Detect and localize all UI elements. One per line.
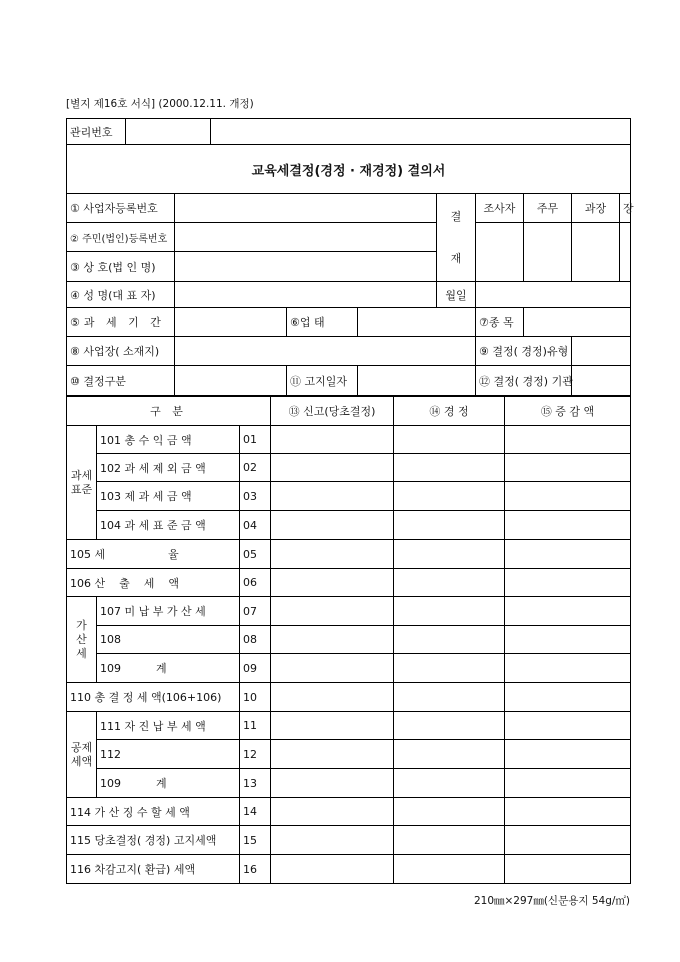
approval-label: 결 재 xyxy=(437,194,476,282)
paper-spec: 210㎜×297㎜(신문용지 54g/㎡) xyxy=(473,895,630,907)
row-label: 109 계 xyxy=(97,654,240,683)
role-section-chief: 과장 xyxy=(572,194,620,223)
decision-class-value[interactable] xyxy=(175,366,287,396)
amounts-table xyxy=(66,396,631,884)
row-code: 07 xyxy=(240,597,271,626)
decision-type-value[interactable] xyxy=(572,337,631,366)
cell-difference[interactable] xyxy=(505,454,631,482)
row-label: 104 과 세 표 준 금 액 xyxy=(97,511,240,540)
row-code: 05 xyxy=(240,540,271,569)
row-code: 11 xyxy=(240,712,271,740)
cell-difference[interactable] xyxy=(505,769,631,798)
cell-correction[interactable] xyxy=(394,454,505,482)
row-code: 09 xyxy=(240,654,271,683)
row-code: 10 xyxy=(240,683,271,712)
tax-period-value[interactable] xyxy=(175,308,287,337)
row-code: 06 xyxy=(240,569,271,597)
row-label: 111 자 진 납 부 세 액 xyxy=(97,712,240,740)
row-label: 115 당초결정( 경정) 고지세액 xyxy=(67,826,240,855)
cell-difference[interactable] xyxy=(505,855,631,884)
title-block xyxy=(66,118,631,194)
cell-difference[interactable] xyxy=(505,740,631,769)
cell-report[interactable] xyxy=(271,654,394,683)
form-title: 교육세결정(경정 · 재경정) 결의서 xyxy=(67,145,631,194)
tax-period-label: ⑤과 세 기 간 xyxy=(67,308,175,337)
form-reference: [별지 제16호 서식] (2000.12.11. 개정) xyxy=(66,98,254,110)
decision-agency-value[interactable] xyxy=(572,366,631,396)
row-code: 15 xyxy=(240,826,271,855)
role-head: 장 xyxy=(620,194,631,223)
cell-correction[interactable] xyxy=(394,597,505,626)
cell-correction[interactable] xyxy=(394,740,505,769)
cell-correction[interactable] xyxy=(394,569,505,597)
trade-name-label: ③ 상 호(법 인 명) xyxy=(67,252,175,282)
row-code: 02 xyxy=(240,454,271,482)
trade-name-value[interactable] xyxy=(175,252,437,282)
row-label: 102 과 세 제 외 금 액 xyxy=(97,454,240,482)
cell-report[interactable] xyxy=(271,597,394,626)
cell-difference[interactable] xyxy=(505,569,631,597)
location-value[interactable] xyxy=(175,337,476,366)
cell-report[interactable] xyxy=(271,855,394,884)
cell-correction[interactable] xyxy=(394,426,505,454)
cell-report[interactable] xyxy=(271,626,394,654)
cell-difference[interactable] xyxy=(505,511,631,540)
row-code: 04 xyxy=(240,511,271,540)
cell-correction[interactable] xyxy=(394,482,505,511)
cell-correction[interactable] xyxy=(394,683,505,712)
cell-report[interactable] xyxy=(271,482,394,511)
date-label: 월일 xyxy=(437,282,476,308)
business-type-label: ⑥업 태 xyxy=(287,308,358,337)
row-code: 14 xyxy=(240,798,271,826)
cell-report[interactable] xyxy=(271,511,394,540)
cell-correction[interactable] xyxy=(394,511,505,540)
row-code: 13 xyxy=(240,769,271,798)
biz-reg-no-label: ① 사업자등록번호 xyxy=(67,194,175,223)
cell-difference[interactable] xyxy=(505,654,631,683)
cell-difference[interactable] xyxy=(505,683,631,712)
taxpayer-info xyxy=(66,193,634,396)
biz-reg-no-value[interactable] xyxy=(175,194,437,223)
cell-correction[interactable] xyxy=(394,769,505,798)
sign-section-chief[interactable] xyxy=(572,223,620,282)
row-label: 101 총 수 익 금 액 xyxy=(97,426,240,454)
col-header-report: ⑬ 신고(당초결정) xyxy=(271,397,394,426)
cell-report[interactable] xyxy=(271,426,394,454)
role-officer: 주무 xyxy=(524,194,572,223)
cell-report[interactable] xyxy=(271,712,394,740)
cell-correction[interactable] xyxy=(394,654,505,683)
row-code: 03 xyxy=(240,482,271,511)
cell-difference[interactable] xyxy=(505,826,631,855)
mgmt-no-label: 관리번호 xyxy=(67,119,126,145)
row-label: 110 총 결 정 세 액(106+106) xyxy=(67,683,240,712)
row-label: 107 미 납 부 가 산 세 xyxy=(97,597,240,626)
cell-report[interactable] xyxy=(271,769,394,798)
cell-difference[interactable] xyxy=(505,426,631,454)
row-code: 12 xyxy=(240,740,271,769)
cell-report[interactable] xyxy=(271,683,394,712)
row-label: 106 산 출 세 액 xyxy=(67,569,240,597)
cell-report[interactable] xyxy=(271,540,394,569)
cell-report[interactable] xyxy=(271,454,394,482)
row-label: 108 xyxy=(97,626,240,654)
decision-type-label: ⑨ 결정( 경정)유형 xyxy=(476,337,572,366)
row-label: 103 제 과 세 금 액 xyxy=(97,482,240,511)
row-code: 01 xyxy=(240,426,271,454)
business-type-value[interactable] xyxy=(358,308,476,337)
row-label: 116 차감고지( 환급) 세액 xyxy=(67,855,240,884)
location-label: ⑧ 사업장( 소재지) xyxy=(67,337,175,366)
row-label: 114 가 산 징 수 할 세 액 xyxy=(67,798,240,826)
role-investigator: 조사자 xyxy=(476,194,524,223)
cell-correction[interactable] xyxy=(394,826,505,855)
sign-head[interactable] xyxy=(620,223,631,282)
row-label: 105 세 율 xyxy=(67,540,240,569)
cell-correction[interactable] xyxy=(394,540,505,569)
cell-correction[interactable] xyxy=(394,712,505,740)
cell-difference[interactable] xyxy=(505,597,631,626)
cell-difference[interactable] xyxy=(505,626,631,654)
cell-difference[interactable] xyxy=(505,798,631,826)
mgmt-no-value[interactable] xyxy=(126,119,211,145)
decision-class-label: ⑩ 결정구분 xyxy=(67,366,175,396)
resident-no-value[interactable] xyxy=(175,223,437,252)
cell-difference[interactable] xyxy=(505,540,631,569)
cell-correction[interactable] xyxy=(394,798,505,826)
sign-investigator[interactable] xyxy=(476,223,524,282)
item-label: ⑦종 목 xyxy=(476,308,524,337)
group-surcharge: 가 산 세 xyxy=(67,597,97,683)
cell-report[interactable] xyxy=(271,740,394,769)
resident-no-label: ② 주민(법인)등록번호 xyxy=(67,223,175,252)
item-value[interactable] xyxy=(524,308,631,337)
cell-report[interactable] xyxy=(271,798,394,826)
cell-difference[interactable] xyxy=(505,712,631,740)
cell-correction[interactable] xyxy=(394,855,505,884)
decision-agency-label: ⑫ 결정( 경정) 기관 xyxy=(476,366,572,396)
name-value[interactable] xyxy=(175,282,437,308)
col-header-section: 구 분 xyxy=(67,397,271,426)
notice-date-value[interactable] xyxy=(358,366,476,396)
notice-date-label: ⑪ 고지일자 xyxy=(287,366,358,396)
date-value[interactable] xyxy=(476,282,631,308)
group-tax-credit: 공제 세액 xyxy=(67,712,97,798)
sign-officer[interactable] xyxy=(524,223,572,282)
cell-report[interactable] xyxy=(271,569,394,597)
row-label: 109 계 xyxy=(97,769,240,798)
cell-correction[interactable] xyxy=(394,626,505,654)
cell-report[interactable] xyxy=(271,826,394,855)
cell-difference[interactable] xyxy=(505,482,631,511)
row-code: 16 xyxy=(240,855,271,884)
row-label: 112 xyxy=(97,740,240,769)
name-label: ④ 성 명(대 표 자) xyxy=(67,282,175,308)
col-header-difference: ⑮ 증 감 액 xyxy=(505,397,631,426)
col-header-correction: ⑭ 경 정 xyxy=(394,397,505,426)
row-code: 08 xyxy=(240,626,271,654)
group-tax-base: 과세 표준 xyxy=(67,426,97,540)
